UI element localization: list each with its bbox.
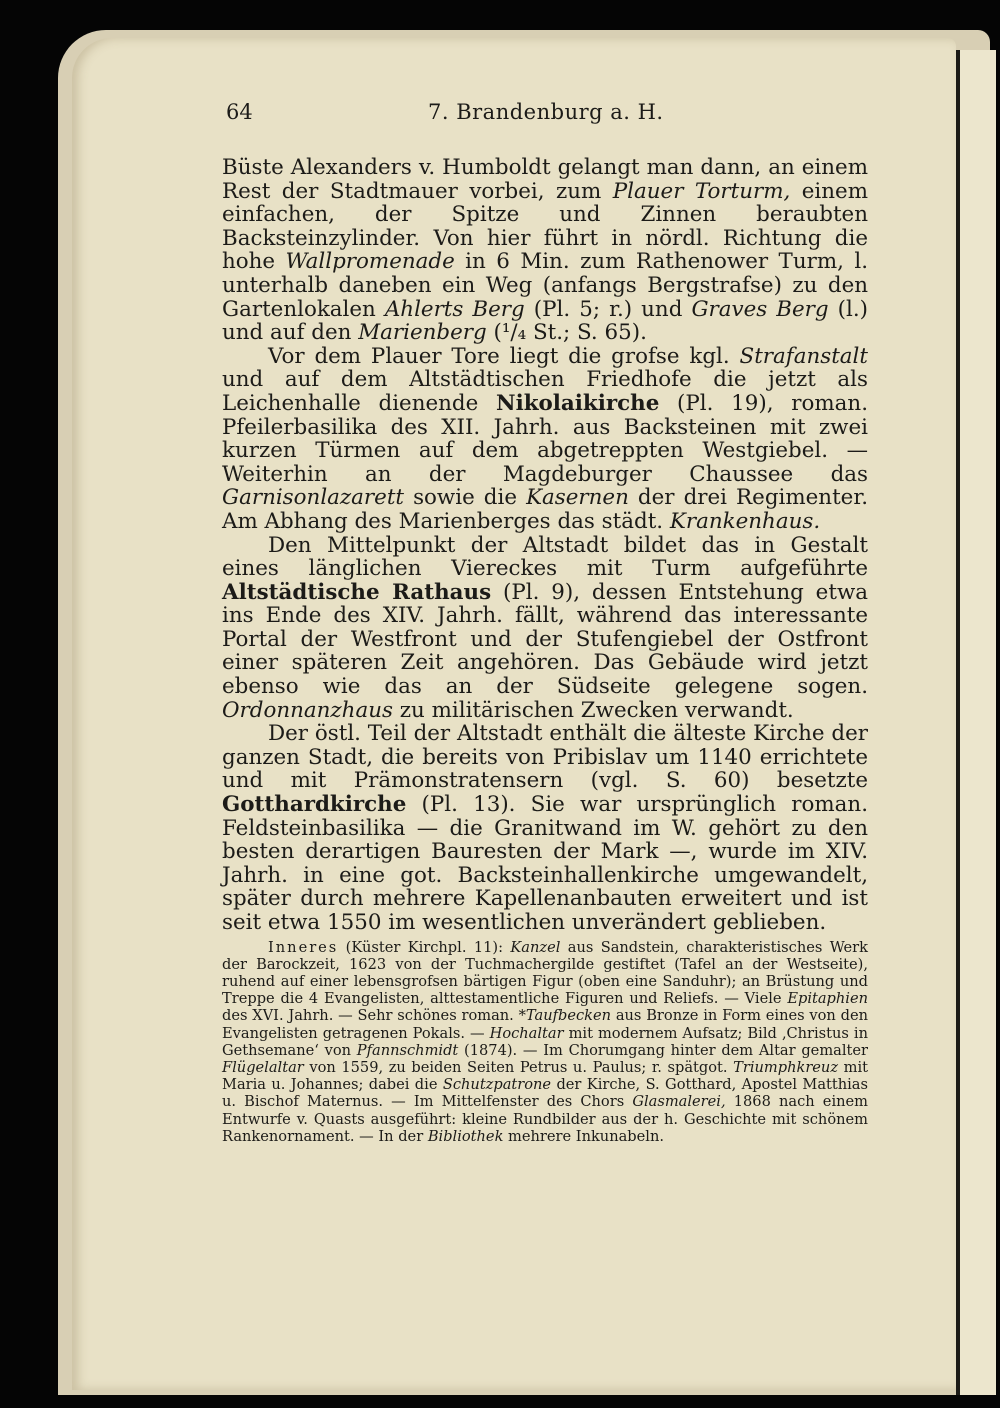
page-content [222, 100, 868, 1145]
page-number: 64 [226, 100, 253, 124]
paragraph-plauer-torturm: Büste Alexanders v. Humboldt gelangt man dann, an einem Rest der Stadtmauer vorbei, zum Plauer Torturm, einem einfachen, der Spitze und Zinnen beraubten Backsteinzylinder. Von hier führt in nördl. Richtung die hohe Wallpromenade in 6 Min. zum Rathenower Turm, l. unterhalb daneben ein Weg (anfangs Bergstrafse) zu den Gartenlokalen Ahlerts Berg (Pl. 5; r.) und Graves Berg (l.) und auf den Marienberg (¹/₄ St.; S. 65). [222, 155, 868, 346]
paragraph-rathaus: Den Mittelpunkt der Altstadt bildet das in Gestalt eines länglichen Viereckes mit Turm aufgeführte Altstädtische Rathaus (Pl. 9), dessen Entstehung etwa ins Ende des XIV. Jahrh. fällt, während das interessante Portal der Westfront und der Stufengiebel der Ostfront einer späteren Zeit angehören. Das Gebäude wird jetzt ebenso wie das an der Südseite gelegene sogen. Ordonnanzhaus zu militärischen Zwecken verwandt. [222, 532, 869, 723]
running-head: 7. Brandenburg a. H. [428, 100, 664, 124]
paragraph-gotthardkirche: Der östl. Teil der Altstadt enthält die älteste Kirche der ganzen Stadt, die bereits von Pribislav um 1140 errichtete und mit Prämonstratensern (vgl. S. 60) besetzte Gotthardkirche (Pl. 13). Sie war ursprünglich roman. Feldsteinbasilika — die Granitwand im W. gehört zu den besten derartigen Bauresten der Mark —, wurde im XIV. Jahrh. in eine got. Backsteinhallenkirche umgewandelt, später durch mehrere Kapellenanbauten erweitert und ist seit etwa 1550 im wesentlichen unverändert geblieben. [222, 721, 868, 935]
paragraph-nikolaikirche: Vor dem Plauer Tore liegt die grofse kgl. Strafanstalt und auf dem Altstädtischen Friedhofe die jetzt als Leichenhalle dienende Nikolaikirche (Pl. 19), roman. Pfeilerbasilika des XII. Jahrh. aus Backsteinen mit zwei kurzen Türmen auf dem abgetreppten Westgiebel. — Weiterhin an der Magdeburger Chaussee das Garnisonlazarett sowie die Kasernen der drei Regimenter. Am Abhang des Marienberges das städt. Krankenhaus. [222, 343, 869, 534]
page-header [222, 100, 868, 134]
note-inneres: Inneres (Küster Kirchpl. 11): Kanzel aus Sandstein, charakteristisches Werk der Barockzeit, 1623 von der Tuchmachergilde gestiftet (Tafel an der Westseite), ruhend auf einer lebensgrofsen bärtigen Figur (oben eine Sanduhr); an Brüstung und Treppe die 4 Evangelisten, alttestamentliche Figuren und Reliefs. — Viele Epitaphien des XVI. Jahrh. — Sehr schönes roman. *Taufbecken aus Bronze in Form eines von den Evangelisten getragenen Pokals. — Hochaltar mit modernem Aufsatz; Bild ‚Christus in Gethsemane‘ von Pfannschmidt (1874). — Im Chorumgang hinter dem Altar gemalter Flügelaltar von 1559, zu beiden Seiten Petrus u. Paulus; r. spätgot. Triumphkreuz mit Maria u. Johannes; dabei die Schutzpatrone der Kirche, S. Gotthard, Apostel Matthias u. Bischof Maternus. — Im Mittelfenster des Chors Glasmalerei, 1868 nach einem Entwurfe v. Quasts ausgeführt: kleine Rundbilder aus der h. Geschichte mit schönem Rankenornament. — In der Bibliothek mehrere Inkunabeln. [222, 938, 869, 1145]
next-page-strip [960, 50, 996, 1395]
